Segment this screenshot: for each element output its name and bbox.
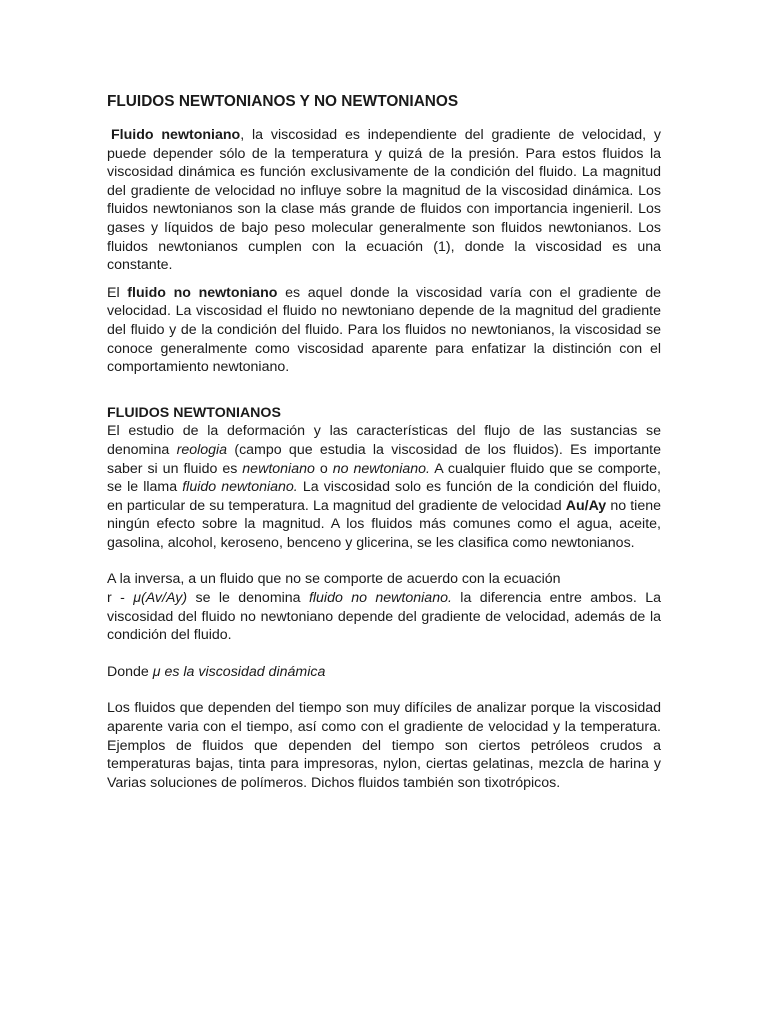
italic-term: no newtoniano. [332, 460, 430, 477]
document-body [107, 92, 661, 792]
italic-term: newtoniano [242, 460, 315, 477]
paragraph-donde [107, 663, 661, 682]
paragraph-text: A cualquier fluido que se comporte, se le llama [107, 460, 661, 496]
paragraph-text: (campo que estudia la viscosidad de los fluidos). Es importante saber si un fluido es [107, 441, 661, 477]
paragraph-newtonian-definition [107, 126, 661, 275]
paragraph-time-dependent: Los fluidos que dependen del tiempo son muy difíciles de analizar porque la viscosidad aparente varia con el tiempo, así como con el gradiente de velocidad y la temperatura. Ejemplos de fluidos que dependen del tiempo son ciertos petróleos crudos a temperaturas bajas, tinta para impresoras, nylon, ciertas gelatinas, mezcla de harina y Varias soluciones de polímeros. Dichos fluidos también son tixotrópicos. [107, 700, 661, 791]
italic-term: reologia [176, 441, 228, 458]
bold-term-fluido-no-newtoniano: fluido no newtoniano [127, 284, 278, 301]
page-title: FLUIDOS NEWTONIANOS Y NO NEWTONIANOS [107, 93, 459, 110]
paragraph-text: El [107, 284, 128, 301]
paragraph-text: o [314, 460, 333, 477]
paragraph-text: se le denomina [187, 590, 309, 607]
paragraph-non-newtonian-definition [107, 284, 661, 377]
bold-term-fluido-newtoniano: Fluido newtoniano [111, 127, 241, 143]
paragraph-text: La viscosidad solo es función de la condición del fluido, en particular de su temperatura. La magnitud del gradiente de velocidad [107, 479, 662, 514]
italic-term: μ es la viscosidad dinámica [152, 663, 326, 680]
italic-term: fluido no newtoniano. [308, 590, 452, 607]
paragraph-text: A la inversa, a un fluido que no se comporte de acuerdo con la ecuación [107, 571, 561, 588]
paragraph-inverse [107, 570, 661, 644]
paragraph-text: Donde [107, 663, 153, 680]
italic-equation: μ(Av/Ay) [133, 590, 188, 607]
italic-term: fluido newtoniano. [182, 479, 298, 496]
paragraph-text: la diferencia entre ambos. La viscosidad del fluido no newtoniano depende del gradiente de velocidad, además de la condición del fluido. [107, 590, 661, 644]
equation-text: r - [107, 590, 134, 607]
paragraph-text: no tiene ningún efecto sobre la magnitud. A los fluidos más comunes como el agua, aceite, gasolina, alcohol, keroseno, benceno y glicerina, se les clasifica como newtonianos. [107, 497, 661, 551]
paragraph-text: El estudio de la deformación y las características del flujo de las sustancias se denomina [107, 423, 661, 458]
paragraph-rheology [107, 422, 661, 552]
section-heading: FLUIDOS NEWTONIANOS [107, 404, 281, 421]
bold-term-gradient: Au/Ay [565, 497, 607, 514]
paragraph-text: , la viscosidad es independiente del gradiente de velocidad, y puede depender sólo de la temperatura y quizá de la presión. Para estos fluidos la viscosidad dinámica es función exclusivamente de la condición del fluido. La magnitud del gradiente de velocidad no influye sobre la magnitud de la viscosidad dinámica. Los fluidos newtonianos son la clase más grande de fluidos con importancia ingenieril. Los gases y líquidos de bajo peso molecular generalmente son fluidos newtonianos. Los fluidos newtonianos cumplen con la ecuación (1), donde la viscosidad es una constante. [107, 127, 661, 274]
paragraph-text: es aquel donde la viscosidad varía con el gradiente de velocidad. La viscosidad el fluido no newtoniano depende de la magnitud del gradiente del fluido y de la condición del fluido. Para los fluidos no newtonianos, la viscosidad se conoce generalmente como viscosidad aparente para enfatizar la distinción con el comportamiento newtoniano. [107, 284, 661, 376]
